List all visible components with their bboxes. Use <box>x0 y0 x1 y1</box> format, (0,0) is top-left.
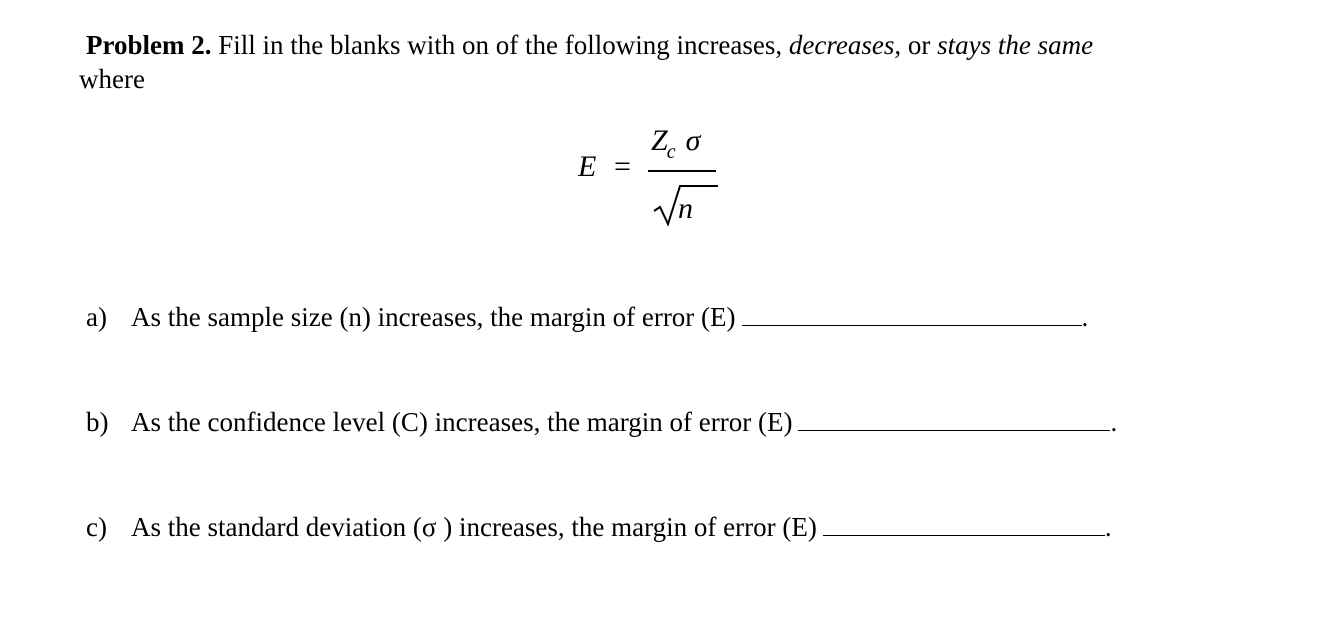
question-text: As the sample size (n) increases, the margin of error (E) <box>131 302 736 332</box>
formula-n: n <box>678 192 693 225</box>
option-decreases: decreases, <box>788 30 902 60</box>
formula-denominator <box>650 178 720 228</box>
margin-of-error-formula <box>578 120 738 235</box>
problem-text-1: Fill in the blanks with on of the following increases <box>211 30 776 60</box>
question-letter: c) <box>86 512 107 542</box>
problem-text-2: or <box>901 30 938 60</box>
question-end: . <box>1104 512 1112 542</box>
formula-numerator <box>651 124 701 163</box>
question-b <box>86 405 1117 439</box>
question-end: . <box>1081 302 1089 332</box>
problem-statement <box>79 28 1286 96</box>
question-end: . <box>1110 407 1118 437</box>
problem-sep-1: , <box>775 30 789 60</box>
formula-equals: = <box>614 150 631 183</box>
answer-blank-c[interactable] <box>823 513 1105 536</box>
option-stays-the-same: stays the same <box>937 30 1094 60</box>
question-text: As the standard deviation (σ ) increases, the margin of error (E) <box>131 512 817 542</box>
problem-label: Problem 2. <box>86 30 212 60</box>
question-letter: b) <box>86 407 109 437</box>
question-a <box>86 300 1088 334</box>
question-letter: a) <box>86 302 107 332</box>
answer-blank-b[interactable] <box>798 408 1110 431</box>
problem-text-3: where <box>79 64 145 94</box>
fraction-bar <box>648 170 716 172</box>
answer-blank-a[interactable] <box>742 303 1082 326</box>
formula-z: Z <box>651 124 668 157</box>
formula-lhs: E <box>578 150 597 183</box>
question-text: As the confidence level (C) increases, the margin of error (E) <box>131 407 793 437</box>
question-c <box>86 510 1112 544</box>
formula-z-subscript: c <box>666 141 676 163</box>
formula-sigma: σ <box>685 124 701 157</box>
